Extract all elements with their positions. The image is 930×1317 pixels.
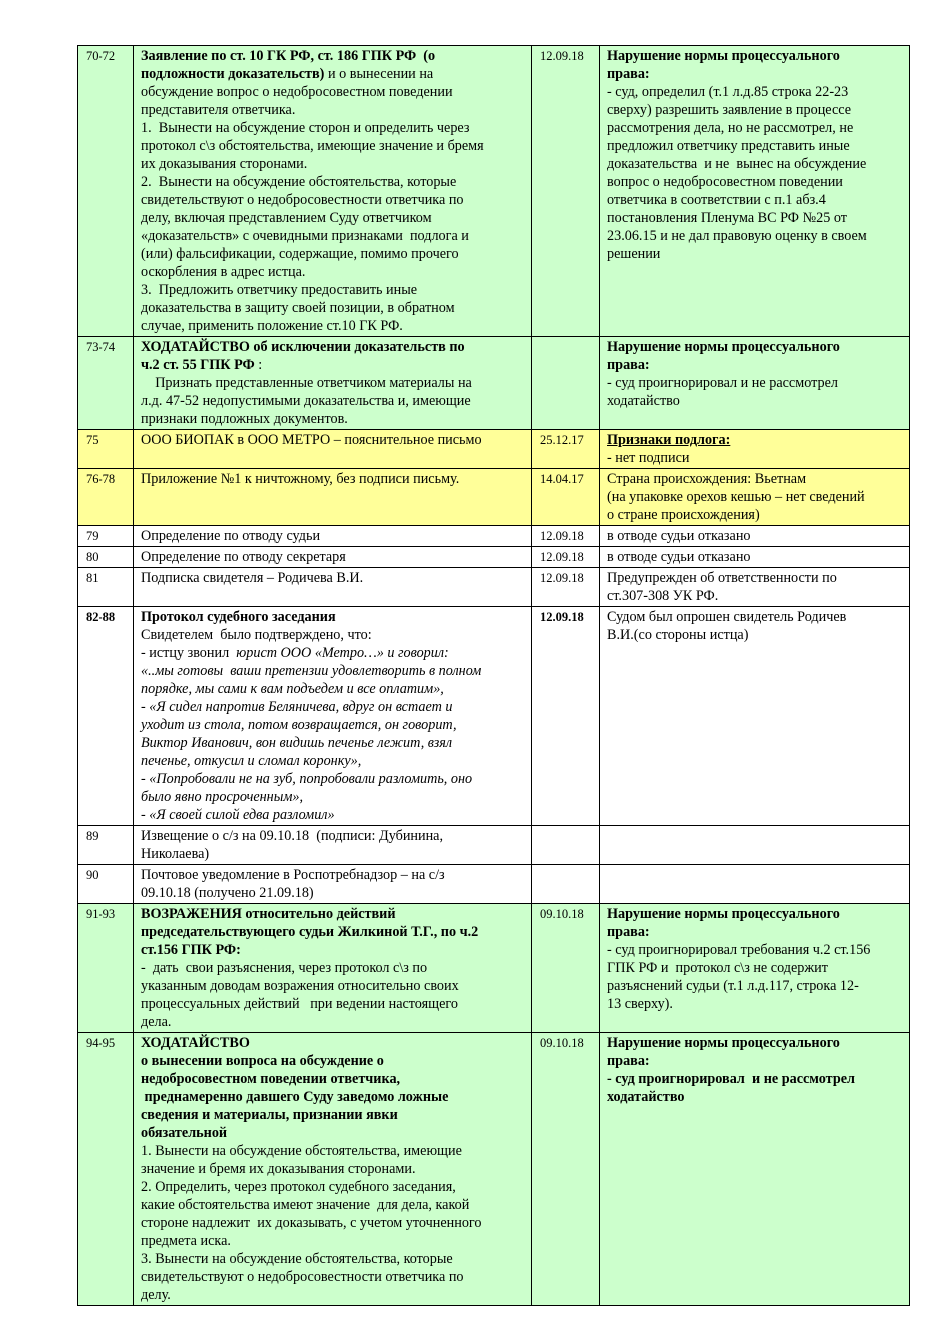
text-span: Свидетелем было подтверждено, что: xyxy=(141,627,372,643)
sheet-number-cell: 73-74 xyxy=(78,337,134,430)
text-span: свидетельствуют о недобросовестности ответчика по xyxy=(141,1269,464,1285)
text-span: ответчика в соответствии с п.1 абз.4 xyxy=(607,192,826,208)
sheet-number-cell: 82-88 xyxy=(78,607,134,826)
text-span: 2. Вынести на обсуждение обстоятельства, которые xyxy=(141,174,457,190)
text-line xyxy=(141,299,525,317)
text-line xyxy=(607,959,903,977)
text-line xyxy=(607,245,903,263)
text-line xyxy=(141,806,525,824)
text-line xyxy=(141,770,525,788)
text-span: В.И.(со стороны истца) xyxy=(607,627,749,643)
text-span: ГПК РФ и протокол с\з не содержит xyxy=(607,960,828,976)
text-span: права: xyxy=(607,924,650,940)
text-span: ХОДАТАЙСТВО об исключении доказательств по xyxy=(141,339,465,355)
text-line xyxy=(607,338,903,356)
text-span: Страна происхождения: Вьетнам xyxy=(607,471,807,487)
text-line xyxy=(141,431,525,449)
text-line xyxy=(141,245,525,263)
date-cell xyxy=(532,337,600,430)
remark-cell xyxy=(600,430,910,469)
text-span: Приложение №1 к ничтожному, без подписи письму. xyxy=(141,471,460,487)
text-line xyxy=(607,47,903,65)
text-span: (или) фальсификации, содержащие, помимо прочего xyxy=(141,246,459,262)
text-line xyxy=(141,47,525,65)
text-span: Нарушение нормы процессуального xyxy=(607,906,840,922)
text-span: свидетельствуют о недобросовестности ответчика по xyxy=(141,192,464,208)
remark-cell xyxy=(600,826,910,865)
text-line xyxy=(141,716,525,734)
text-span: 3. Вынести на обсуждение обстоятельства, которые xyxy=(141,1251,453,1267)
document-description-cell xyxy=(134,826,532,865)
remark-cell xyxy=(600,904,910,1033)
text-span: порядке, мы сами к вам подъедем и все оплатим», xyxy=(141,681,444,697)
text-span: права: xyxy=(607,66,650,82)
table-row xyxy=(78,46,910,337)
text-line xyxy=(607,488,903,506)
text-line xyxy=(141,788,525,806)
text-line xyxy=(607,941,903,959)
text-line xyxy=(141,191,525,209)
text-line xyxy=(607,191,903,209)
text-span: - дать свои разъяснения, через протокол с\з по xyxy=(141,960,428,976)
text-span: недобросовестном поведении ответчика, xyxy=(141,1071,401,1087)
text-span: обязательной xyxy=(141,1125,228,1141)
text-span: ВОЗРАЖЕНИЯ относительно действий xyxy=(141,906,396,922)
text-span: Нарушение нормы процессуального xyxy=(607,339,840,355)
text-line xyxy=(607,83,903,101)
text-span: 1. Вынести на обсуждение обстоятельства, имеющие xyxy=(141,1143,462,1159)
text-line xyxy=(141,1013,525,1031)
text-span: «Попробовали не на зуб, попробовали разломить, оно xyxy=(149,771,473,787)
text-line xyxy=(141,680,525,698)
text-span: предложил ответчику представить иные xyxy=(607,138,850,154)
text-line xyxy=(141,1286,525,1304)
sheet-number-cell: 90 xyxy=(78,865,134,904)
text-line xyxy=(141,281,525,299)
text-line xyxy=(141,1160,525,1178)
text-line xyxy=(141,65,525,83)
document-description-cell xyxy=(134,430,532,469)
text-line xyxy=(607,905,903,923)
document-description-cell xyxy=(134,904,532,1033)
text-line xyxy=(607,527,903,545)
remark-cell xyxy=(600,46,910,337)
text-line xyxy=(607,119,903,137)
text-span: о вынесении вопроса на обсуждение о xyxy=(141,1053,384,1069)
text-span: права: xyxy=(607,1053,650,1069)
text-line xyxy=(141,101,525,119)
text-span: (на упаковке орехов кешью – нет сведений xyxy=(607,489,865,505)
text-span: ООО БИОПАК в ООО МЕТРО – пояснительное письмо xyxy=(141,432,482,448)
text-span: 13 сверху). xyxy=(607,996,673,1012)
text-span: Признать представленные ответчиком материалы на xyxy=(141,375,472,391)
table-row xyxy=(78,526,910,547)
text-line xyxy=(607,209,903,227)
text-line xyxy=(607,569,903,587)
sheet-number-cell: 94-95 xyxy=(78,1033,134,1306)
text-line xyxy=(141,977,525,995)
date-cell: 09.10.18 xyxy=(532,1033,600,1306)
text-span: - суд проигнорировал требования ч.2 ст.156 xyxy=(607,942,871,958)
text-span: оскорбления в адрес истца. xyxy=(141,264,306,280)
text-span: л.д. 47-52 недопустимыми доказательства и, имеющие xyxy=(141,393,471,409)
text-line xyxy=(607,995,903,1013)
table-row xyxy=(78,469,910,526)
sheet-number-cell: 80 xyxy=(78,547,134,568)
text-line xyxy=(141,866,525,884)
table-row xyxy=(78,904,910,1033)
text-line xyxy=(141,317,525,335)
remark-cell xyxy=(600,337,910,430)
text-line xyxy=(141,995,525,1013)
text-line xyxy=(141,1268,525,1286)
sheet-number-cell: 75 xyxy=(78,430,134,469)
table-row xyxy=(78,607,910,826)
text-span: Нарушение нормы процессуального xyxy=(607,48,840,64)
text-span: предмета иска. xyxy=(141,1233,231,1249)
text-line xyxy=(607,977,903,995)
document-description-cell xyxy=(134,568,532,607)
date-cell: 12.09.18 xyxy=(532,526,600,547)
remark-cell xyxy=(600,526,910,547)
text-span: обсуждение вопрос о недобросовестном поведении xyxy=(141,84,453,100)
text-line xyxy=(141,548,525,566)
text-line xyxy=(141,392,525,410)
remark-cell xyxy=(600,547,910,568)
text-line xyxy=(607,392,903,410)
text-line xyxy=(141,155,525,173)
table-row xyxy=(78,568,910,607)
text-line xyxy=(141,209,525,227)
text-span: делу, включая представлением Суду ответчиком xyxy=(141,210,432,226)
text-span: председательствующего судьи Жилкиной Т.Г., по ч.2 xyxy=(141,924,479,940)
text-line xyxy=(141,1052,525,1070)
text-line xyxy=(607,1088,903,1106)
text-span: - xyxy=(141,771,150,787)
text-line xyxy=(141,752,525,770)
text-line xyxy=(141,905,525,923)
remark-cell xyxy=(600,865,910,904)
text-span: 09.10.18 (получено 21.09.18) xyxy=(141,885,314,901)
text-line xyxy=(141,1124,525,1142)
text-span: Николаева) xyxy=(141,846,210,862)
text-span: представителя ответчика. xyxy=(141,102,296,118)
text-span: ходатайство xyxy=(607,393,680,409)
document-description-cell xyxy=(134,1033,532,1306)
document-description-cell xyxy=(134,337,532,430)
text-line xyxy=(141,569,525,587)
document-description-cell xyxy=(134,46,532,337)
text-span: 23.06.15 и не дал правовую оценку в своем xyxy=(607,228,867,244)
text-span: Определение по отводу судьи xyxy=(141,528,321,544)
text-line xyxy=(141,1250,525,1268)
text-span: Признаки подлога: xyxy=(607,432,731,448)
date-cell xyxy=(532,865,600,904)
text-span: - xyxy=(141,807,150,823)
text-line xyxy=(141,923,525,941)
text-line xyxy=(607,227,903,245)
text-line xyxy=(607,374,903,392)
text-span: ст.156 ГПК РФ: xyxy=(141,942,241,958)
text-line xyxy=(141,119,525,137)
text-span: Почтовое уведомление в Роспотребнадзор – на с/з xyxy=(141,867,445,883)
text-line xyxy=(141,644,525,662)
text-line xyxy=(141,83,525,101)
text-span: какие обстоятельства имеют значение для дела, какой xyxy=(141,1197,470,1213)
text-line xyxy=(141,173,525,191)
date-cell: 12.09.18 xyxy=(532,607,600,826)
date-cell: 12.09.18 xyxy=(532,46,600,337)
date-cell xyxy=(532,826,600,865)
document-description-cell xyxy=(134,526,532,547)
text-span: указанным доводам возражения относительно своих xyxy=(141,978,459,994)
text-span: Подписка свидетеля – Родичева В.И. xyxy=(141,570,364,586)
text-span: сверху) разрешить заявление в процессе xyxy=(607,102,852,118)
text-line xyxy=(141,884,525,902)
text-span: доказательства в защиту своей позиции, в обратном xyxy=(141,300,455,316)
text-line xyxy=(607,101,903,119)
text-line xyxy=(141,1034,525,1052)
text-line xyxy=(607,626,903,644)
text-line xyxy=(607,155,903,173)
text-line xyxy=(141,1196,525,1214)
text-line xyxy=(141,227,525,245)
text-line xyxy=(141,698,525,716)
text-span: вопрос о недобросовестном поведении xyxy=(607,174,843,190)
text-span: доказательства и не вынес на обсуждение xyxy=(607,156,867,172)
table-row xyxy=(78,430,910,469)
text-span: в отводе судьи отказано xyxy=(607,528,751,544)
text-line xyxy=(607,587,903,605)
text-span: разъяснений судьи (т.1 л.д.117, строка 12- xyxy=(607,978,859,994)
text-line xyxy=(141,137,525,155)
text-line xyxy=(607,449,903,467)
text-span: «Я сидел напротив Беляничева, вдруг он встает и xyxy=(149,699,453,715)
text-span: было явно просроченным», xyxy=(141,789,304,805)
text-span: «..мы готовы ваши претензии удовлетворить в полном xyxy=(141,663,482,679)
text-line xyxy=(141,734,525,752)
text-line xyxy=(607,548,903,566)
table-row xyxy=(78,826,910,865)
text-span: : xyxy=(254,357,263,373)
text-span: решении xyxy=(607,246,661,262)
text-line xyxy=(607,356,903,374)
table-body xyxy=(78,46,910,1306)
remark-cell xyxy=(600,607,910,826)
text-span: - суд проигнорировал и не рассмотрел xyxy=(607,375,838,391)
text-span: права: xyxy=(607,357,650,373)
text-line xyxy=(607,65,903,83)
text-span: рассмотрения дела, но не рассмотрел, не xyxy=(607,120,854,136)
text-line xyxy=(607,173,903,191)
text-line xyxy=(607,470,903,488)
text-line xyxy=(607,1034,903,1052)
text-line xyxy=(141,338,525,356)
text-span: Определение по отводу секретаря xyxy=(141,549,346,565)
text-span: протокол с\з обстоятельства, имеющие значение и бремя xyxy=(141,138,484,154)
text-line xyxy=(141,626,525,644)
text-span: Протокол судебного заседания xyxy=(141,609,336,625)
document-description-cell xyxy=(134,865,532,904)
text-span: - суд проигнорировал и не рассмотрел xyxy=(607,1071,855,1087)
text-span: ч.2 ст. 55 ГПК РФ xyxy=(141,357,255,373)
text-line xyxy=(141,827,525,845)
table-row xyxy=(78,865,910,904)
text-line xyxy=(141,470,525,488)
text-span: юрист ООО «Метро…» и говорил: xyxy=(232,645,449,661)
text-span: «доказательств» с очевидными признаками подлога и xyxy=(141,228,469,244)
date-cell: 25.12.17 xyxy=(532,430,600,469)
text-span: подложности доказательств) xyxy=(141,66,325,82)
text-span: признаки подложных документов. xyxy=(141,411,348,427)
remark-cell xyxy=(600,568,910,607)
text-line xyxy=(141,527,525,545)
text-line xyxy=(607,608,903,626)
text-span: ст.307-308 УК РФ. xyxy=(607,588,719,604)
text-span: - xyxy=(141,699,150,715)
text-span: ходатайство xyxy=(607,1089,685,1105)
text-line xyxy=(141,845,525,863)
text-line xyxy=(141,608,525,626)
text-line xyxy=(141,1106,525,1124)
text-line xyxy=(141,1088,525,1106)
date-cell: 12.09.18 xyxy=(532,568,600,607)
text-span: Нарушение нормы процессуального xyxy=(607,1035,840,1051)
text-span: 3. Предложить ответчику предоставить иные xyxy=(141,282,418,298)
text-span: и о вынесении на xyxy=(324,66,434,82)
text-span: преднамеренно давшего Суду заведомо ложные xyxy=(141,1089,449,1105)
remark-cell xyxy=(600,469,910,526)
document-description-cell xyxy=(134,547,532,568)
text-line xyxy=(141,374,525,392)
text-span: стороне надлежит их доказывать, с учетом уточненного xyxy=(141,1215,482,1231)
text-span: сведения и материалы, признании явки xyxy=(141,1107,398,1123)
sheet-number-cell: 76-78 xyxy=(78,469,134,526)
text-line xyxy=(607,1052,903,1070)
text-span: дела. xyxy=(141,1014,172,1030)
date-cell: 14.04.17 xyxy=(532,469,600,526)
text-line xyxy=(141,1070,525,1088)
table-row xyxy=(78,1033,910,1306)
text-span: случае, применить положение ст.10 ГК РФ. xyxy=(141,318,403,334)
text-line xyxy=(141,1142,525,1160)
text-span: 1. Вынести на обсуждение сторон и определить через xyxy=(141,120,470,136)
text-line xyxy=(141,662,525,680)
text-span: - суд, определил (т.1 л.д.85 строка 22-23 xyxy=(607,84,849,100)
date-cell: 09.10.18 xyxy=(532,904,600,1033)
text-line xyxy=(607,506,903,524)
text-span: печенье, откусил и сломал коронку», xyxy=(141,753,362,769)
date-cell: 12.09.18 xyxy=(532,547,600,568)
text-line xyxy=(607,1070,903,1088)
sheet-number-cell: 79 xyxy=(78,526,134,547)
text-line xyxy=(141,1178,525,1196)
text-line xyxy=(141,941,525,959)
text-span: делу. xyxy=(141,1287,171,1303)
text-span: - истцу звонил xyxy=(141,645,233,661)
text-span: уходит из стола, потом возвращается, он говорит, xyxy=(141,717,457,733)
text-span: Судом был опрошен свидетель Родичев xyxy=(607,609,847,625)
sheet-number-cell: 70-72 xyxy=(78,46,134,337)
text-line xyxy=(607,923,903,941)
text-span: Предупрежден об ответственности по xyxy=(607,570,837,586)
text-span: Виктор Иванович, вон видишь печенье лежит, взял xyxy=(141,735,453,751)
text-span: «Я своей силой едва разломил» xyxy=(149,807,335,823)
text-span: о стране происхождения) xyxy=(607,507,760,523)
text-line xyxy=(141,356,525,374)
text-span: ХОДАТАЙСТВО xyxy=(141,1035,250,1051)
text-span: постановления Пленума ВС РФ №25 от xyxy=(607,210,847,226)
text-line xyxy=(141,263,525,281)
document-description-cell xyxy=(134,469,532,526)
sheet-number-cell: 89 xyxy=(78,826,134,865)
text-line xyxy=(141,1232,525,1250)
text-span: в отводе судьи отказано xyxy=(607,549,751,565)
text-span: Извещение о с/з на 09.10.18 (подписи: Дубинина, xyxy=(141,828,444,844)
text-line xyxy=(141,410,525,428)
text-span: Заявление по ст. 10 ГК РФ, ст. 186 ГПК РФ (о xyxy=(141,48,436,64)
text-span: значение и бремя их доказывания сторонами. xyxy=(141,1161,416,1177)
text-line xyxy=(141,959,525,977)
text-span: - нет подписи xyxy=(607,450,690,466)
sheet-number-cell: 91-93 xyxy=(78,904,134,1033)
remark-cell xyxy=(600,1033,910,1306)
table-row xyxy=(78,337,910,430)
sheet-number-cell: 81 xyxy=(78,568,134,607)
text-line xyxy=(141,1214,525,1232)
text-line xyxy=(607,431,903,449)
document-description-cell xyxy=(134,607,532,826)
case-materials-table xyxy=(77,45,910,1306)
text-span: процессуальных действий при ведении настоящего xyxy=(141,996,458,1012)
text-span: их доказывания сторонами. xyxy=(141,156,308,172)
table-row xyxy=(78,547,910,568)
text-line xyxy=(607,137,903,155)
text-span: 2. Определить, через протокол судебного заседания, xyxy=(141,1179,456,1195)
